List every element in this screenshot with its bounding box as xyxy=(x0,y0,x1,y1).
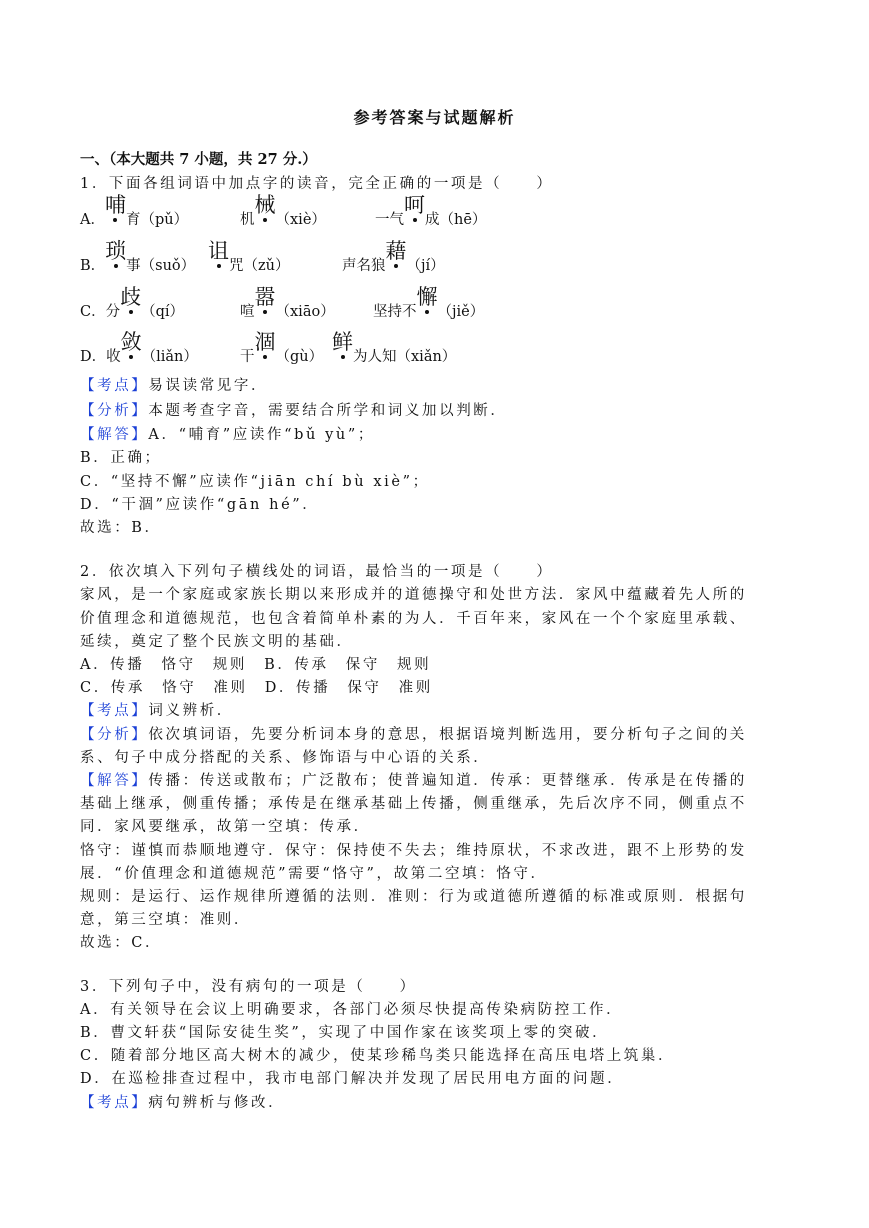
q1-stem: 1．下面各组词语中加点字的读音，完全正确的一项是（ ） xyxy=(80,176,554,192)
word-prefix: 干 xyxy=(240,349,255,365)
word-rest: 咒（zǔ） xyxy=(229,258,290,274)
kaodian-tag: 【考点】 xyxy=(80,378,149,394)
dotted-char: 懈 xyxy=(416,285,438,309)
q2-passage-line: 家风，是一个家庭或家族长期以来形成并的道德操守和处世方法．家风中蕴藏着先人所的 xyxy=(80,587,747,603)
page-title: 参考答案与试题解析 xyxy=(353,108,516,127)
kaodian-text: 病句辨析与修改． xyxy=(148,1095,286,1111)
dotted-char: 哺 xyxy=(104,193,126,217)
q2-fenxi xyxy=(80,725,792,745)
q1-jieda-line: C．“坚持不懈”应读作“jiān chí bù xiè”； xyxy=(80,474,430,490)
word-prefix: 声名狼 xyxy=(342,258,386,274)
q1-kaodian xyxy=(80,376,792,396)
word-rest: 成（hē） xyxy=(425,212,487,228)
q3-kaodian xyxy=(80,1093,792,1113)
word-rest: （xiè） xyxy=(275,212,326,228)
word-prefix: 坚持不 xyxy=(373,304,417,320)
q2-answer: 故选：C． xyxy=(80,935,163,951)
fenxi-text: 本题考查字音，需要结合所学和词义加以判断． xyxy=(148,403,508,419)
q2-kaodian xyxy=(80,701,792,721)
dotted-char: 藉 xyxy=(385,239,407,263)
q2-stem: 2．依次填入下列句子横线处的词语，最恰当的一项是（ ） xyxy=(80,564,554,580)
dotted-char: 嚣 xyxy=(254,285,276,309)
q1-option-b xyxy=(80,236,792,276)
word-prefix: 机 xyxy=(240,212,255,228)
jieda-text: 传播：传送或散布；广泛散布；使普遍知道．传承：更替继承．传承是在传播的 xyxy=(148,773,747,789)
kaodian-tag: 【考点】 xyxy=(80,1095,149,1111)
q3-option: B．曹文轩获“国际安徒生奖”，实现了中国作家在该奖项上零的突破． xyxy=(80,1025,610,1041)
option-label: C．分 xyxy=(80,304,121,320)
q2-jieda xyxy=(80,771,792,791)
q2-fenxi-line: 系、句子中成分搭配的关系、修饰语与中心语的关系． xyxy=(80,750,491,766)
option-label: A． xyxy=(80,212,105,228)
jieda-tag: 【解答】 xyxy=(80,427,149,443)
dotted-char: 械 xyxy=(254,193,276,217)
word-prefix: 一气 xyxy=(375,212,404,228)
option-label: D．收 xyxy=(80,349,121,365)
dotted-char: 歧 xyxy=(120,285,142,309)
word-rest: （qí） xyxy=(141,304,185,320)
section-heading: 一、（本大题共 7 小题，共 27 分.） xyxy=(80,151,317,168)
word-rest: （gù） xyxy=(275,349,324,365)
q1-option-d xyxy=(80,327,792,367)
jieda-tag: 【解答】 xyxy=(80,773,149,789)
dotted-char: 鲜 xyxy=(332,330,353,354)
dotted-char: 涸 xyxy=(254,330,276,354)
fenxi-tag: 【分析】 xyxy=(80,727,149,743)
dotted-char: 诅 xyxy=(208,239,229,263)
q2-jieda-line: 基础上继承，侧重传播；承传是在继承基础上传播，侧重继承，先后次序不同，侧重点不 xyxy=(80,796,747,812)
dotted-char: 敛 xyxy=(120,330,142,354)
q1-jieda-line: B．正确； xyxy=(80,450,162,466)
q1-jieda-line: D．“干涸”应读作“gān hé”． xyxy=(80,497,320,513)
q2-jieda-line: 规则：是运行、运作规律所遵循的法则．准则：行为或道德所遵循的标准或原则．根据句 xyxy=(80,889,747,905)
word-rest: （xiāo） xyxy=(275,304,335,320)
kaodian-text: 词义辨析． xyxy=(148,703,234,719)
word-rest: 事（suǒ） xyxy=(126,258,196,274)
word-rest: 育（pǔ） xyxy=(125,212,189,228)
q2-passage-line: 延续，奠定了整个民族文明的基础． xyxy=(80,634,354,650)
q3-option: A．有关领导在会议上明确要求，各部门必须尽快提高传染病防控工作． xyxy=(80,1002,624,1018)
jieda-text: A．“哺育”应读作“bǔ yù”； xyxy=(148,427,375,443)
kaodian-tag: 【考点】 xyxy=(80,703,149,719)
q1-answer: 故选：B． xyxy=(80,520,162,536)
kaodian-text: 易误读常见字． xyxy=(148,378,269,394)
word-rest: 为人知（xiǎn） xyxy=(353,349,457,365)
fenxi-tag: 【分析】 xyxy=(80,403,149,419)
dotted-char: 呵 xyxy=(404,193,425,217)
q2-passage-line: 价值理念和道德规范，也包含着简单朴素的为人．千百年来，家风在一个个家庭里承载、 xyxy=(80,611,747,627)
q1-fenxi xyxy=(80,401,792,421)
fenxi-text: 依次填词语，先要分析词本身的意思，根据语境判断选用，要分析句子之间的关 xyxy=(148,727,747,743)
word-rest: （jiě） xyxy=(437,304,485,320)
q3-option: C．随着部分地区高大树木的减少，使某珍稀鸟类只能选择在高压电塔上筑巢． xyxy=(80,1048,676,1064)
q3-option: D．在巡检排查过程中，我市电部门解决并发现了居民用电方面的问题． xyxy=(80,1071,625,1087)
word-rest: （liǎn） xyxy=(141,349,198,365)
option-label: B． xyxy=(80,258,106,274)
dotted-char: 琐 xyxy=(105,239,127,263)
q2-jieda-line: 意，第三空填：准则． xyxy=(80,912,251,928)
word-rest: （jí） xyxy=(406,258,445,274)
q1-option-a xyxy=(80,190,792,230)
q1-option-c xyxy=(80,282,792,322)
word-prefix: 喧 xyxy=(240,304,255,320)
q2-jieda-line: 同．家风要继承，故第一空填：传承． xyxy=(80,819,371,835)
q2-jieda-line: 展．“价值理念和道德规范”需要“恪守”，故第二空填：恪守． xyxy=(80,866,548,882)
q2-options-line: C．传承 恪守 准则 D．传播 保守 准则 xyxy=(80,680,433,696)
q3-stem: 3．下列句子中，没有病句的一项是（ ） xyxy=(80,979,417,995)
q1-jieda xyxy=(80,425,792,445)
q2-jieda-line: 恪守：谨慎而恭顺地遵守．保守：保持使不失去；维持原状，不求改进，跟不上形势的发 xyxy=(80,843,747,859)
q2-options-line: A．传播 恪守 规则 B．传承 保守 规则 xyxy=(80,657,432,673)
